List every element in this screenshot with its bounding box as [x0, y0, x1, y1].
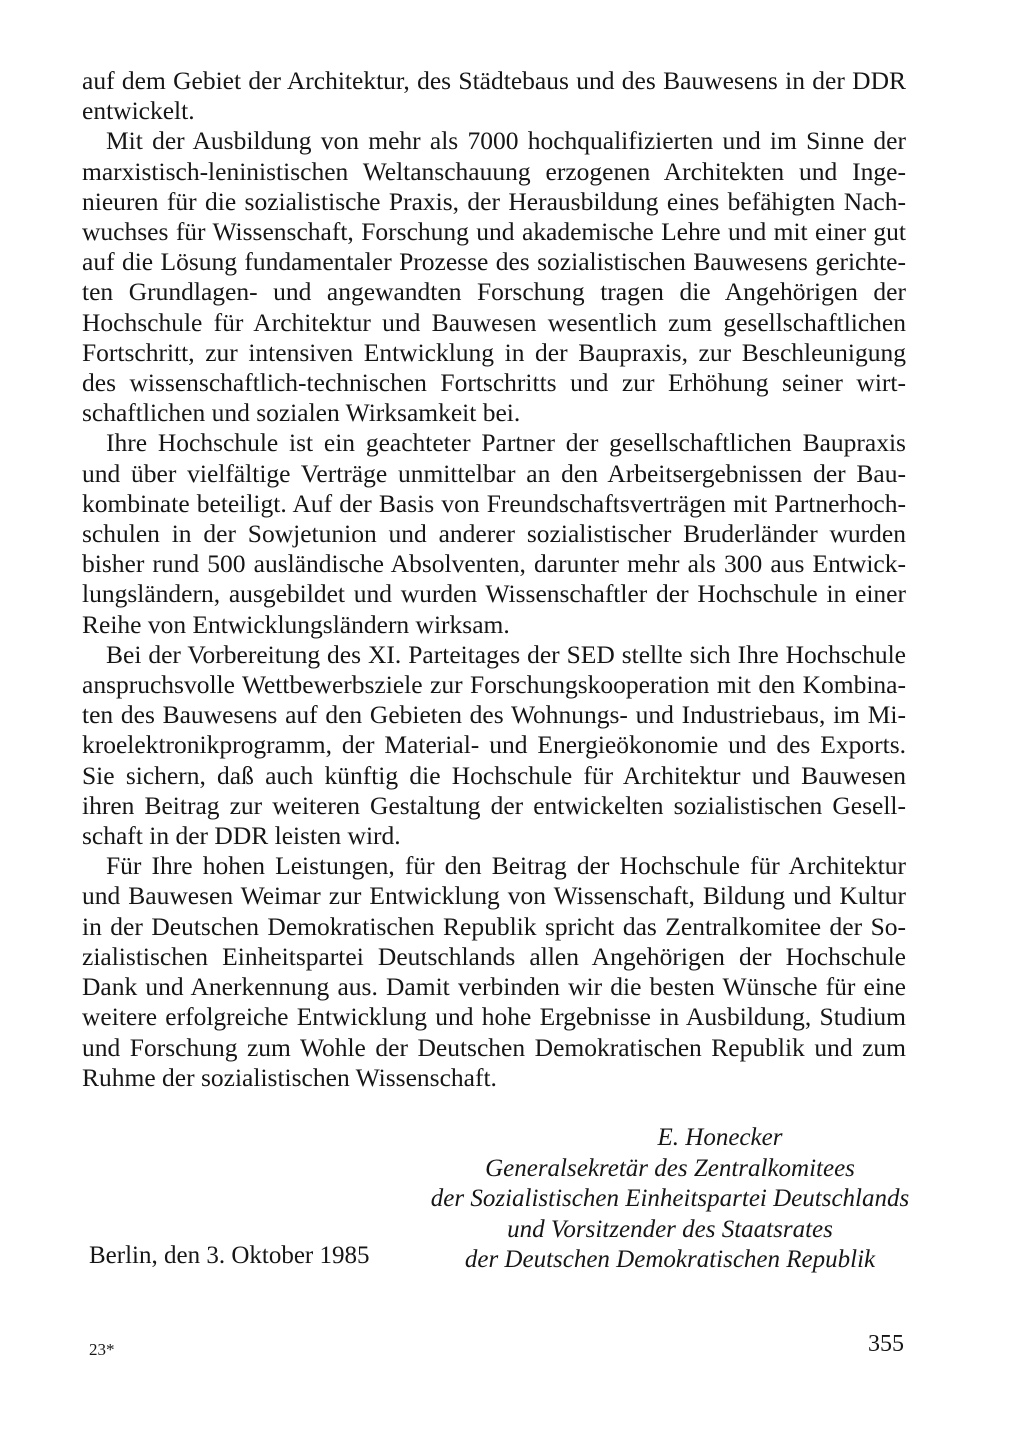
text-line: Hochschule für Architektur und Bauwesen wesentlich zum gesellschaftlichen — [82, 307, 906, 337]
paragraph — [82, 851, 906, 1093]
place-and-date: Berlin, den 3. Oktober 1985 — [89, 1242, 370, 1269]
text-line: marxistisch-leninistischen Weltanschauung erzogenen Architekten und Inge- — [82, 156, 906, 186]
text-line: schaftlichen und sozialen Wirksamkeit bei. — [82, 398, 521, 428]
text-line: entwickelt. — [82, 96, 195, 126]
text-line: in der Deutschen Demokratischen Republik spricht das Zentralkomitee der So- — [82, 911, 906, 941]
text-line: Mit der Ausbildung von mehr als 7000 hochqualifizierten und im Sinne der — [106, 126, 906, 156]
text-line: Bei der Vorbereitung des XI. Parteitages der SED stellte sich Ihre Hochschule — [106, 639, 906, 669]
text-line: zialistischen Einheitspartei Deutschlands allen Angehörigen der Hochschule — [82, 941, 906, 971]
text-line: schaft in der DDR leisten wird. — [82, 821, 401, 851]
text-line: wuchses für Wissenschaft, Forschung und akademische Lehre und mit einer gut — [82, 217, 906, 247]
text-line: und Bauwesen Weimar zur Entwicklung von Wissenschaft, Bildung und Kultur — [82, 881, 906, 911]
paragraph — [82, 126, 906, 428]
text-line: Dank und Anerkennung aus. Damit verbinden wir die besten Wünsche für eine — [82, 972, 906, 1002]
text-line: und Forschung zum Wohle der Deutschen Demokratischen Republik und zum — [82, 1032, 906, 1062]
text-line: kroelektronikprogramm, der Material- und Energieökonomie und des Exports. — [82, 730, 906, 760]
text-line: Sie sichern, daß auch künftig die Hochschule für Architektur und Bauwesen — [82, 760, 906, 790]
text-line: des wissenschaftlich-technischen Fortschritts und zur Erhöhung seiner wirt- — [82, 368, 906, 398]
text-line: ihren Beitrag zur weiteren Gestaltung der entwickelten sozialistischen Gesell- — [82, 790, 906, 820]
signatory-title-line: der Sozialistischen Einheitspartei Deutschlands — [430, 1185, 910, 1213]
text-line: anspruchsvolle Wettbewerbsziele zur Forschungskooperation mit den Kombina- — [82, 670, 906, 700]
text-line: lungsländern, ausgebildet und wurden Wissenschaftler der Hochschule in einer — [82, 579, 906, 609]
signatory-title-line: der Deutschen Demokratischen Republik — [464, 1246, 876, 1274]
text-line: Ruhme der sozialistischen Wissenschaft. — [82, 1062, 497, 1092]
text-line: Für Ihre hohen Leistungen, für den Beitrag der Hochschule für Architektur — [106, 851, 906, 881]
signature-mark: 23* — [89, 1340, 115, 1359]
letter-body — [82, 66, 906, 1093]
text-line: schulen in der Sowjetunion und anderer sozialistischer Bruderländer wurden — [82, 519, 906, 549]
text-line: und über vielfältige Verträge unmittelbar an den Arbeitsergebnissen der Bau- — [82, 458, 906, 488]
text-line: auf dem Gebiet der Architektur, des Städtebaus und des Bauwesens in der DDR — [82, 66, 906, 95]
signatory-name: E. Honecker — [657, 1124, 783, 1151]
signature-block — [430, 1123, 910, 1276]
text-line: kombinate beteiligt. Auf der Basis von Freundschaftsverträgen mit Partnerhoch- — [82, 488, 906, 518]
text-line: Fortschritt, zur intensiven Entwicklung in der Baupraxis, zur Beschleunigung — [82, 337, 906, 367]
paragraph — [82, 640, 906, 851]
text-line: bisher rund 500 ausländische Absolventen, darunter mehr als 300 aus Entwick- — [82, 549, 906, 579]
text-line: weitere erfolgreiche Entwicklung und hohe Ergebnisse in Ausbildung, Studium — [82, 1002, 906, 1032]
signatory-title-line: und Vorsitzender des Staatsrates — [507, 1215, 833, 1243]
text-line: Reihe von Entwicklungsländern wirksam. — [82, 609, 510, 639]
signatory-title-line: Generalsekretär des Zentralkomitees — [485, 1154, 855, 1182]
text-line: auf die Lösung fundamentaler Prozesse des sozialistischen Bauwesens gerichte- — [82, 247, 906, 277]
text-line: ten Grundlagen- und angewandten Forschung tragen die Angehörigen der — [82, 277, 906, 307]
text-line: Ihre Hochschule ist ein geachteter Partner der gesellschaftlichen Baupraxis — [106, 428, 906, 458]
text-line: nieuren für die sozialistische Praxis, der Herausbildung eines befähigten Nach- — [82, 186, 906, 216]
page-number: 355 — [868, 1331, 904, 1357]
paragraph — [82, 428, 906, 639]
text-line: ten des Bauwesens auf den Gebieten des Wohnungs- und Industriebaus, im Mi- — [82, 700, 906, 730]
paragraph — [82, 66, 906, 126]
